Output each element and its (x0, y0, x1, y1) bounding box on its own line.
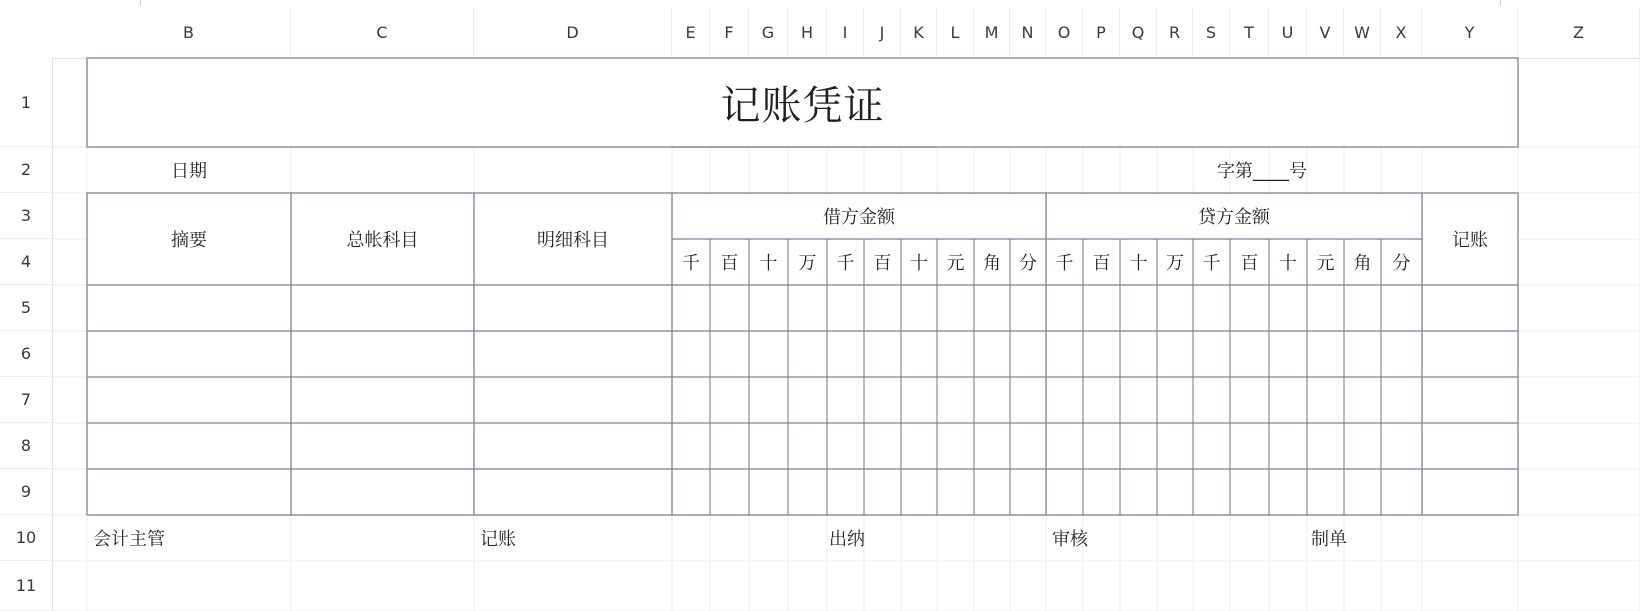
row-header-5[interactable]: 5 (0, 285, 52, 331)
row-header-4[interactable]: 4 (0, 239, 52, 285)
header-general-ledger[interactable]: 总帐科目 (346, 230, 419, 251)
voucher-number-label[interactable]: 字第____号 (1217, 161, 1307, 182)
column-header-K[interactable]: K (901, 8, 937, 58)
debit-digit-unit[interactable]: 百 (873, 253, 892, 274)
footer-preparer[interactable]: 制单 (1311, 529, 1347, 550)
column-header-F[interactable]: F (710, 8, 749, 58)
column-header-Z[interactable]: Z (1518, 8, 1640, 58)
footer-accounting-supervisor[interactable]: 会计主管 (93, 529, 165, 550)
credit-digit-unit[interactable]: 元 (1316, 253, 1335, 274)
column-header-R[interactable]: R (1157, 8, 1193, 58)
debit-digit-unit[interactable]: 十 (910, 253, 928, 274)
credit-digit-unit[interactable]: 分 (1392, 253, 1411, 274)
column-header-O[interactable]: O (1046, 8, 1083, 58)
column-header-Q[interactable]: Q (1120, 8, 1157, 58)
header-debit-amount[interactable]: 借方金额 (823, 207, 895, 228)
column-header-J[interactable]: J (864, 8, 901, 58)
row-header-11[interactable]: 11 (0, 561, 52, 611)
column-header-S[interactable]: S (1193, 8, 1230, 58)
debit-digit-unit[interactable]: 百 (720, 253, 739, 274)
header-credit-amount[interactable]: 贷方金额 (1198, 207, 1270, 228)
column-header-W[interactable]: W (1344, 8, 1381, 58)
row-header-10[interactable]: 10 (0, 515, 52, 561)
column-header-E[interactable]: E (672, 8, 710, 58)
column-header-N[interactable]: N (1010, 8, 1046, 58)
credit-digit-unit[interactable]: 万 (1166, 253, 1184, 274)
date-label[interactable]: 日期 (171, 161, 207, 182)
column-header-P[interactable]: P (1083, 8, 1120, 58)
credit-digit-unit[interactable]: 百 (1092, 253, 1111, 274)
column-header-H[interactable]: H (788, 8, 827, 58)
column-header-D[interactable]: D (474, 8, 672, 58)
debit-digit-unit[interactable]: 千 (836, 253, 855, 274)
credit-digit-unit[interactable]: 十 (1279, 253, 1297, 274)
header-summary[interactable]: 摘要 (171, 230, 207, 251)
column-header-Y[interactable]: Y (1422, 8, 1518, 58)
voucher-title[interactable]: 记账凭证 (720, 83, 885, 129)
column-header-L[interactable]: L (937, 8, 974, 58)
debit-digit-unit[interactable]: 角 (983, 253, 1001, 274)
footer-bookkeeper[interactable]: 记账 (480, 529, 516, 550)
credit-digit-unit[interactable]: 百 (1240, 253, 1259, 274)
row-header-8[interactable]: 8 (0, 423, 52, 469)
row-header-1[interactable]: 1 (0, 58, 52, 147)
debit-digit-unit[interactable]: 万 (798, 253, 817, 274)
credit-digit-unit[interactable]: 十 (1129, 253, 1148, 274)
column-header-M[interactable]: M (974, 8, 1010, 58)
credit-digit-unit[interactable]: 角 (1353, 253, 1372, 274)
column-header-V[interactable]: V (1307, 8, 1344, 58)
credit-digit-unit[interactable]: 千 (1202, 253, 1221, 274)
debit-digit-unit[interactable]: 分 (1019, 253, 1037, 274)
column-header-U[interactable]: U (1269, 8, 1307, 58)
row-header-3[interactable]: 3 (0, 193, 52, 239)
column-header-X[interactable]: X (1381, 8, 1422, 58)
row-header-7[interactable]: 7 (0, 377, 52, 423)
column-header-T[interactable]: T (1230, 8, 1269, 58)
header-posted[interactable]: 记账 (1452, 230, 1488, 251)
column-header-C[interactable]: C (291, 8, 474, 58)
credit-digit-unit[interactable]: 千 (1055, 253, 1074, 274)
row-header-6[interactable]: 6 (0, 331, 52, 377)
row-header-2[interactable]: 2 (0, 147, 52, 193)
footer-reviewer[interactable]: 审核 (1052, 529, 1088, 550)
column-header-G[interactable]: G (749, 8, 788, 58)
debit-digit-unit[interactable]: 元 (946, 253, 965, 274)
debit-digit-unit[interactable]: 千 (682, 253, 700, 274)
debit-digit-unit[interactable]: 十 (759, 253, 778, 274)
column-header-B[interactable]: B (87, 8, 291, 58)
column-header-I[interactable]: I (827, 8, 864, 58)
header-detail-account[interactable]: 明细科目 (537, 230, 609, 251)
footer-cashier[interactable]: 出纳 (829, 529, 865, 550)
row-header-9[interactable]: 9 (0, 469, 52, 515)
